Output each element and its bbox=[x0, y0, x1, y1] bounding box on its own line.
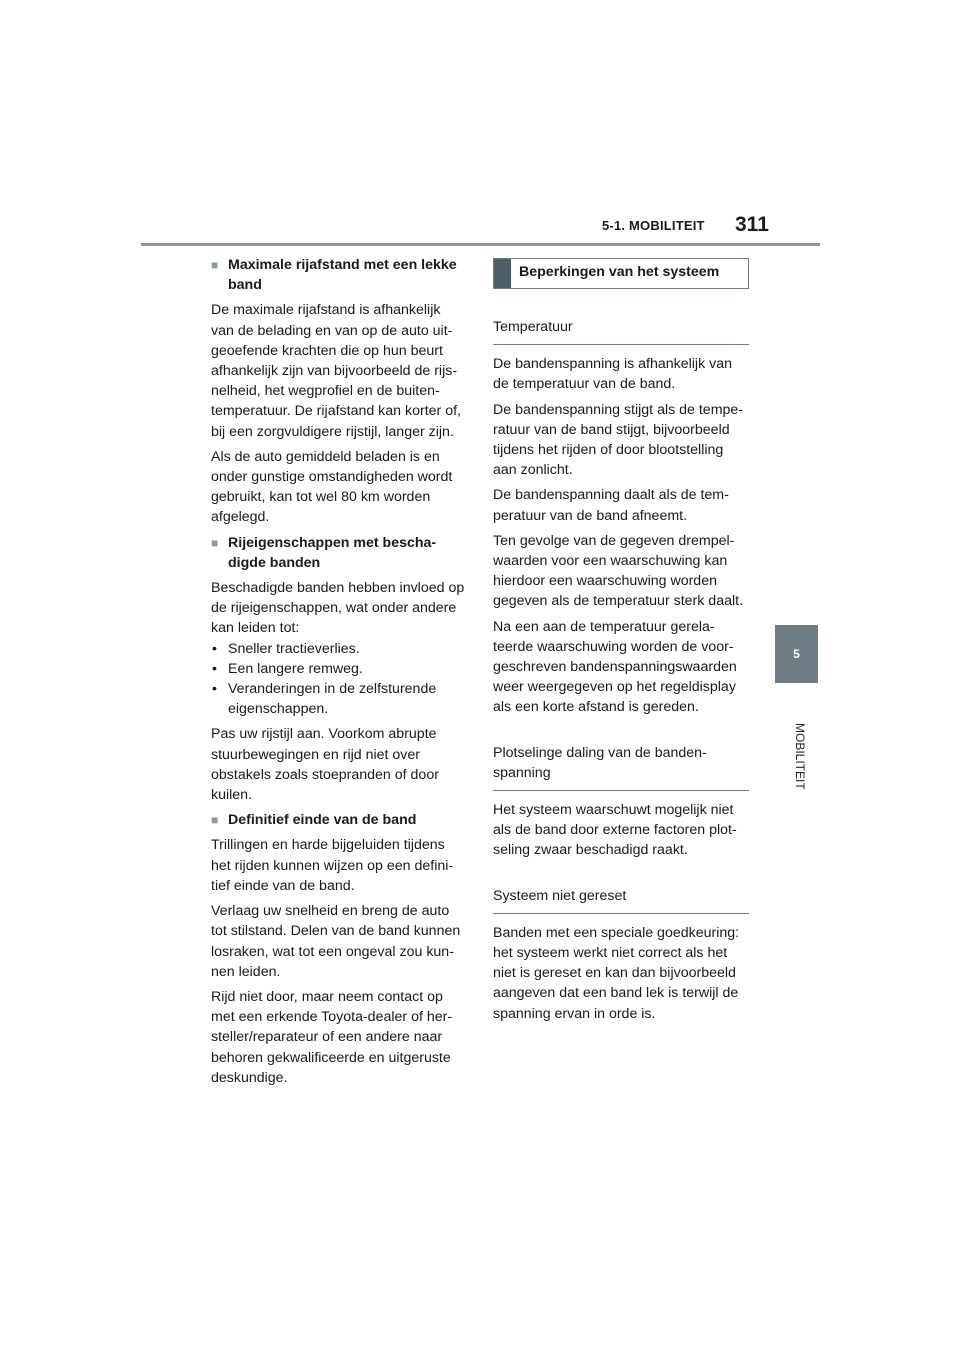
page-number: 311 bbox=[735, 213, 769, 236]
section-marker bbox=[494, 259, 511, 288]
section-header: 5-1. MOBILITEIT bbox=[602, 218, 705, 233]
subheading-not-reset: Systeem niet gereset bbox=[493, 878, 749, 914]
list-item: • Een langere remweg. bbox=[211, 659, 466, 679]
header-divider bbox=[141, 243, 820, 246]
square-bullet-icon: ■ bbox=[211, 813, 219, 828]
paragraph: Verlaag uw snelheid en breng de auto tot stilstand. Delen van de band kunnen losraken, wat tot een ongeval zou kun-nen leiden. bbox=[211, 903, 461, 980]
paragraph: De maximale rijafstand is afhankelijk van de belading en van op de auto uit-geoefende krachten die op hun beurt afhankelijk zijn van bijvoorbeeld de rijs-nelheid, het wegprofiel en de buiten-temperatuur. De rijafstand kan korter of, bij een zorgvuldigere rijstijl, langer zijn. bbox=[211, 302, 461, 440]
left-column bbox=[211, 255, 466, 1093]
square-bullet-icon: ■ bbox=[211, 258, 219, 272]
list-item: • Sneller tractieverlies. bbox=[211, 639, 466, 659]
right-column bbox=[493, 258, 749, 1029]
paragraph: Na een aan de temperatuur gerela-teerde waarschuwing worden de voor-geschreven bandenspanningswaarden weer weergegeven op het regeldisplay als een korte afstand is gereden. bbox=[493, 618, 737, 716]
paragraph: Als de auto gemiddeld beladen is en onder gunstige omstandigheden wordt gebruikt, kan tot wel 80 km worden afgelegd. bbox=[211, 448, 453, 526]
subheading-end-of-tire: ■ Definitief einde van de band bbox=[211, 810, 466, 830]
chapter-tab: 5 bbox=[775, 625, 818, 683]
paragraph: De bandenspanning daalt als de tem-peratuur van de band afneemt. bbox=[493, 487, 729, 524]
subheading-damaged-tires: ■ Rijeigenschappen met bescha-digde banden bbox=[211, 533, 466, 573]
section-title: Beperkingen van het systeem bbox=[519, 264, 720, 280]
paragraph: De bandenspanning stijgt als de tempe-ratuur van de band stijgt, bijvoorbeeld tijdens het rijden of door blootstelling aan zonlicht. bbox=[493, 401, 744, 479]
subheading-sudden-drop: Plotselinge daling van de banden-spanning bbox=[493, 735, 749, 791]
paragraph: Ten gevolge van de gegeven drempel-waarden voor een waarschuwing kan hierdoor een waarschuwing worden gegeven als de temperatuur sterk daalt. bbox=[493, 532, 744, 610]
paragraph: De bandenspanning is afhankelijk van de temperatuur van de band. bbox=[493, 356, 732, 393]
paragraph: Beschadigde banden hebben invloed op de rijeigenschappen, wat onder andere kan leiden tot: bbox=[211, 580, 465, 637]
bullet-list bbox=[211, 639, 466, 720]
paragraph: Rijd niet door, maar neem contact op met een erkende Toyota-dealer of her-steller/reparateur of een andere naar behoren gekwalificeerde en uitgeruste deskundige. bbox=[211, 988, 453, 1086]
paragraph: Trillingen en harde bijgeluiden tijdens het rijden kunnen wijzen op een defini-tief einde van de band. bbox=[211, 837, 454, 894]
section-title-box bbox=[493, 258, 749, 289]
list-item: • Veranderingen in de zelfsturende eigenschappen. bbox=[211, 679, 466, 719]
subheading-max-range: ■ Maximale rijafstand met een lekke band bbox=[211, 255, 466, 295]
paragraph: Banden met een speciale goedkeuring: het systeem werkt niet correct als het niet is gereset en kan dan bijvoorbeeld aangeven dat een band lek is terwijl de spanning ervan in orde is. bbox=[493, 924, 740, 1022]
paragraph: Het systeem waarschuwt mogelijk niet als de band door externe factoren plot-seling zwaar beschadigd raakt. bbox=[493, 802, 737, 859]
subheading-temperature: Temperatuur bbox=[493, 309, 749, 345]
chapter-label: MOBILITEIT bbox=[793, 723, 807, 790]
square-bullet-icon: ■ bbox=[211, 535, 219, 550]
paragraph: Pas uw rijstijl aan. Voorkom abrupte stuurbewegingen en rijd niet over obstakels zoals stoepranden of door kuilen. bbox=[211, 726, 439, 804]
